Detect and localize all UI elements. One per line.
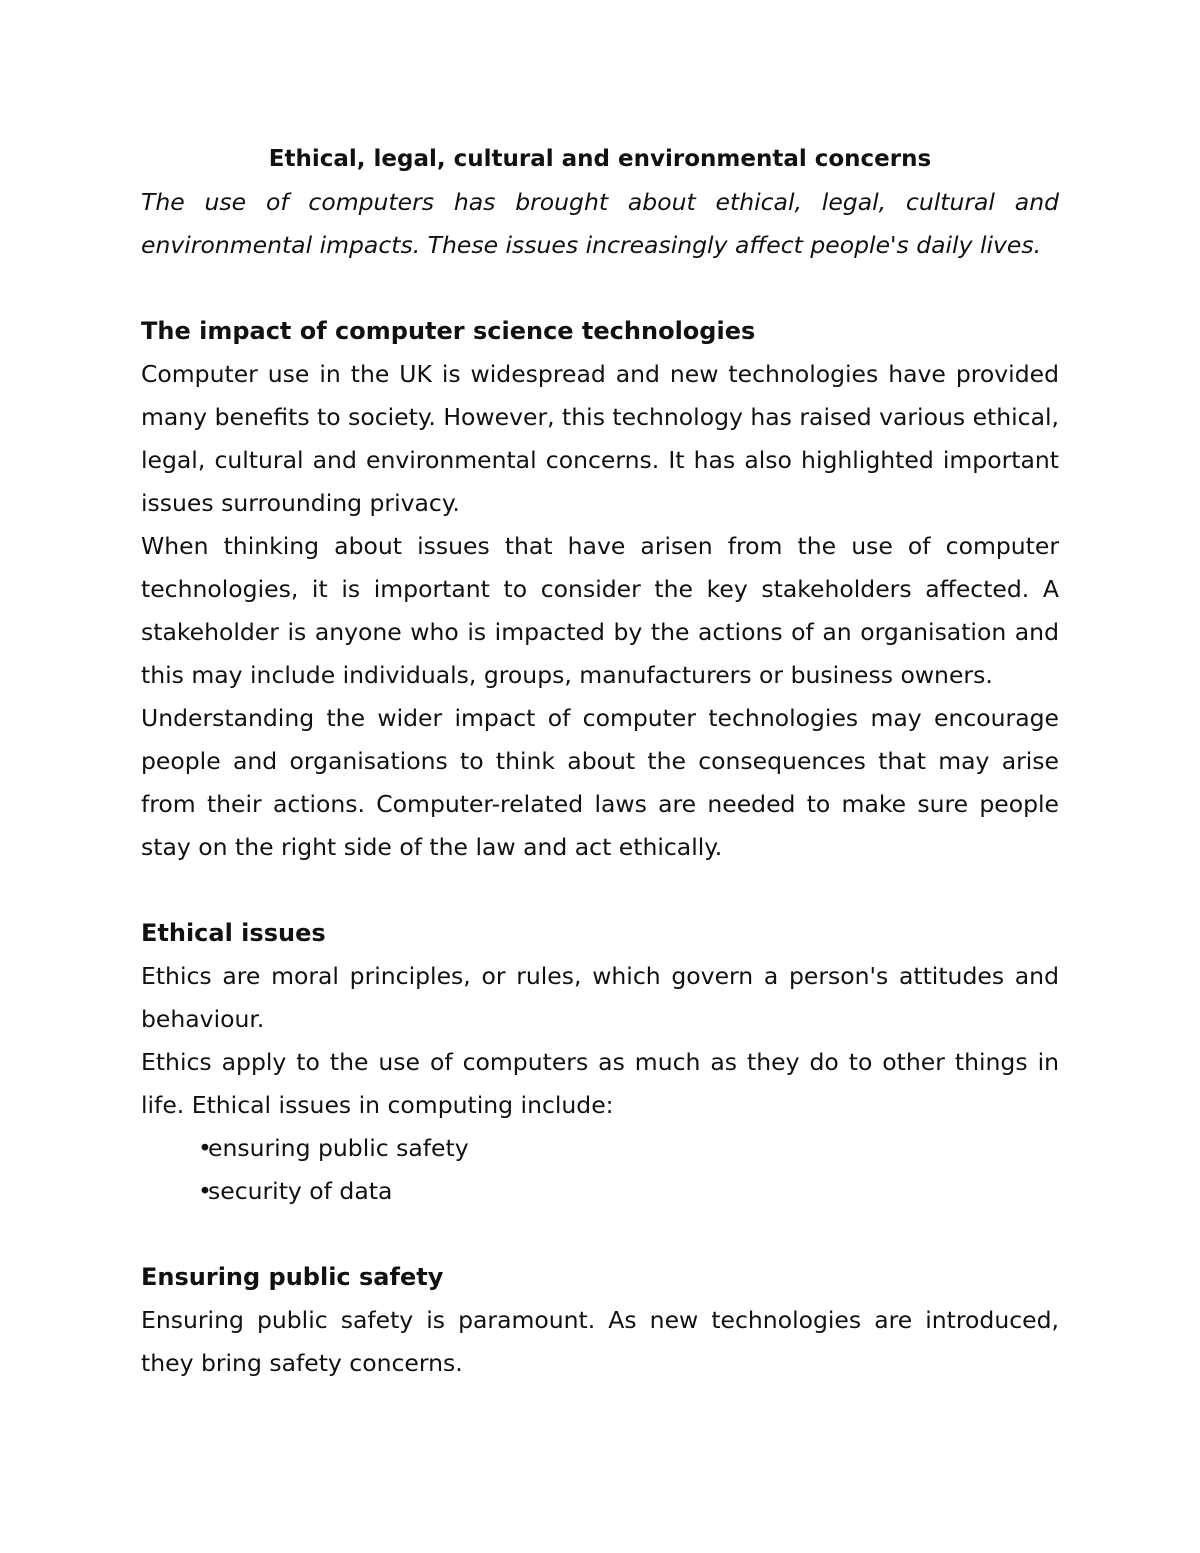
paragraph: Computer use in the UK is widespread and new technologies have provided many benefits to society. However, this technology has raised various ethical, legal, cultural and environmental concerns. It has also highlighted important issues surrounding privacy.: [141, 360, 1059, 517]
list-item: [198, 1127, 1059, 1170]
paragraph: When thinking about issues that have arisen from the use of computer technologies, it is important to consider the key stakeholders affected. A stakeholder is anyone who is impacted by the actions of an organisation and this may include individuals, groups, manufacturers or business owners.: [141, 532, 1059, 689]
section-heading-impact: The impact of computer science technologies: [141, 317, 756, 345]
intro-paragraph: The use of computers has brought about ethical, legal, cultural and environmental impacts. These issues increasingly affect people's daily lives.: [141, 188, 1059, 259]
bullet-icon: •: [198, 1134, 212, 1162]
document-title: Ethical, legal, cultural and environmental concerns: [268, 146, 932, 172]
bullet-list: [141, 1127, 1059, 1213]
spacer: [141, 869, 1059, 912]
document-page: [141, 138, 1059, 1385]
section-heading-public-safety: Ensuring public safety: [141, 1263, 444, 1291]
paragraph: Understanding the wider impact of computer technologies may encourage people and organisations to think about the consequences that may arise from their actions. Computer-related laws are needed to make sure people stay on the right side of the law and act ethically.: [141, 704, 1059, 861]
spacer: [141, 267, 1059, 310]
list-item-text: security of data: [208, 1177, 393, 1205]
paragraph: Ethics apply to the use of computers as much as they do to other things in life. Ethical issues in computing include:: [141, 1048, 1059, 1119]
section-heading-ethical-issues: Ethical issues: [141, 919, 326, 947]
list-item-text: ensuring public safety: [208, 1134, 469, 1162]
paragraph: Ethics are moral principles, or rules, which govern a person's attitudes and behaviour.: [141, 962, 1059, 1033]
bullet-icon: •: [198, 1177, 212, 1205]
spacer: [141, 1213, 1059, 1256]
paragraph: Ensuring public safety is paramount. As new technologies are introduced, they bring safety concerns.: [141, 1306, 1059, 1377]
list-item: [198, 1170, 1059, 1213]
